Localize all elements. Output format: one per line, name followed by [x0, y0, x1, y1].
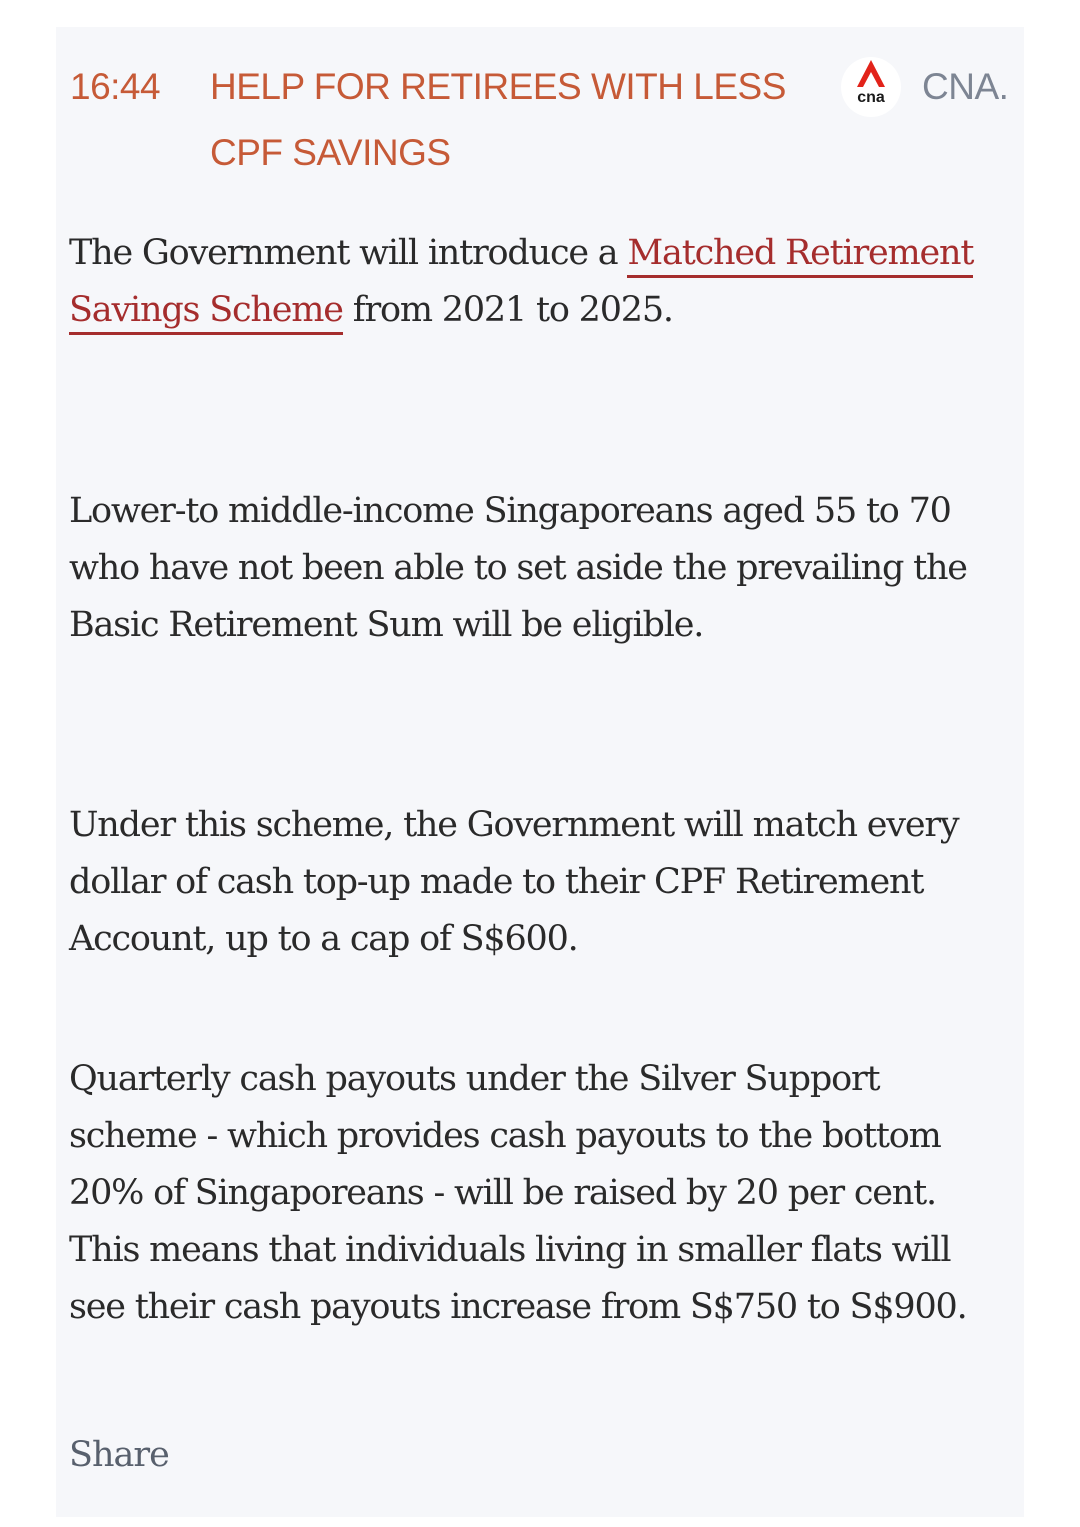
paragraph-1-before: The Government will introduce a	[69, 233, 628, 273]
paragraph-1	[69, 225, 1009, 339]
timestamp: 16:44	[70, 66, 161, 107]
live-update-card	[56, 27, 1024, 1517]
logo-text: cna	[857, 89, 885, 106]
source-name[interactable]: CNA.	[922, 66, 1009, 107]
headline[interactable]: HELP FOR RETIREES WITH LESS CPF SAVINGS	[210, 66, 786, 173]
paragraph-3: Under this scheme, the Government will match every dollar of cash top-up made to their CPF Retirement Account, up to a cap of S$600.	[69, 805, 959, 959]
share-button[interactable]: Share	[69, 1435, 169, 1475]
paragraph-2: Lower-to middle-income Singaporeans aged 55 to 70 who have not been able to set aside the prevailing the Basic Retirement Sum will be eligible.	[69, 491, 967, 645]
matched-retirement-savings-link[interactable]: Matched Retirement Savings Scheme	[69, 233, 973, 335]
paragraph-4: Quarterly cash payouts under the Silver Support scheme - which provides cash payouts to the bottom 20% of Singaporeans - will be raised by 20 per cent. This means that individuals living in smaller flats will see their cash payouts increase from S$750 to S$900.	[69, 1059, 967, 1327]
card-header	[56, 27, 1024, 207]
paragraph-1-after: from 2021 to 2025.	[342, 290, 673, 330]
cna-logo-icon	[841, 57, 901, 117]
